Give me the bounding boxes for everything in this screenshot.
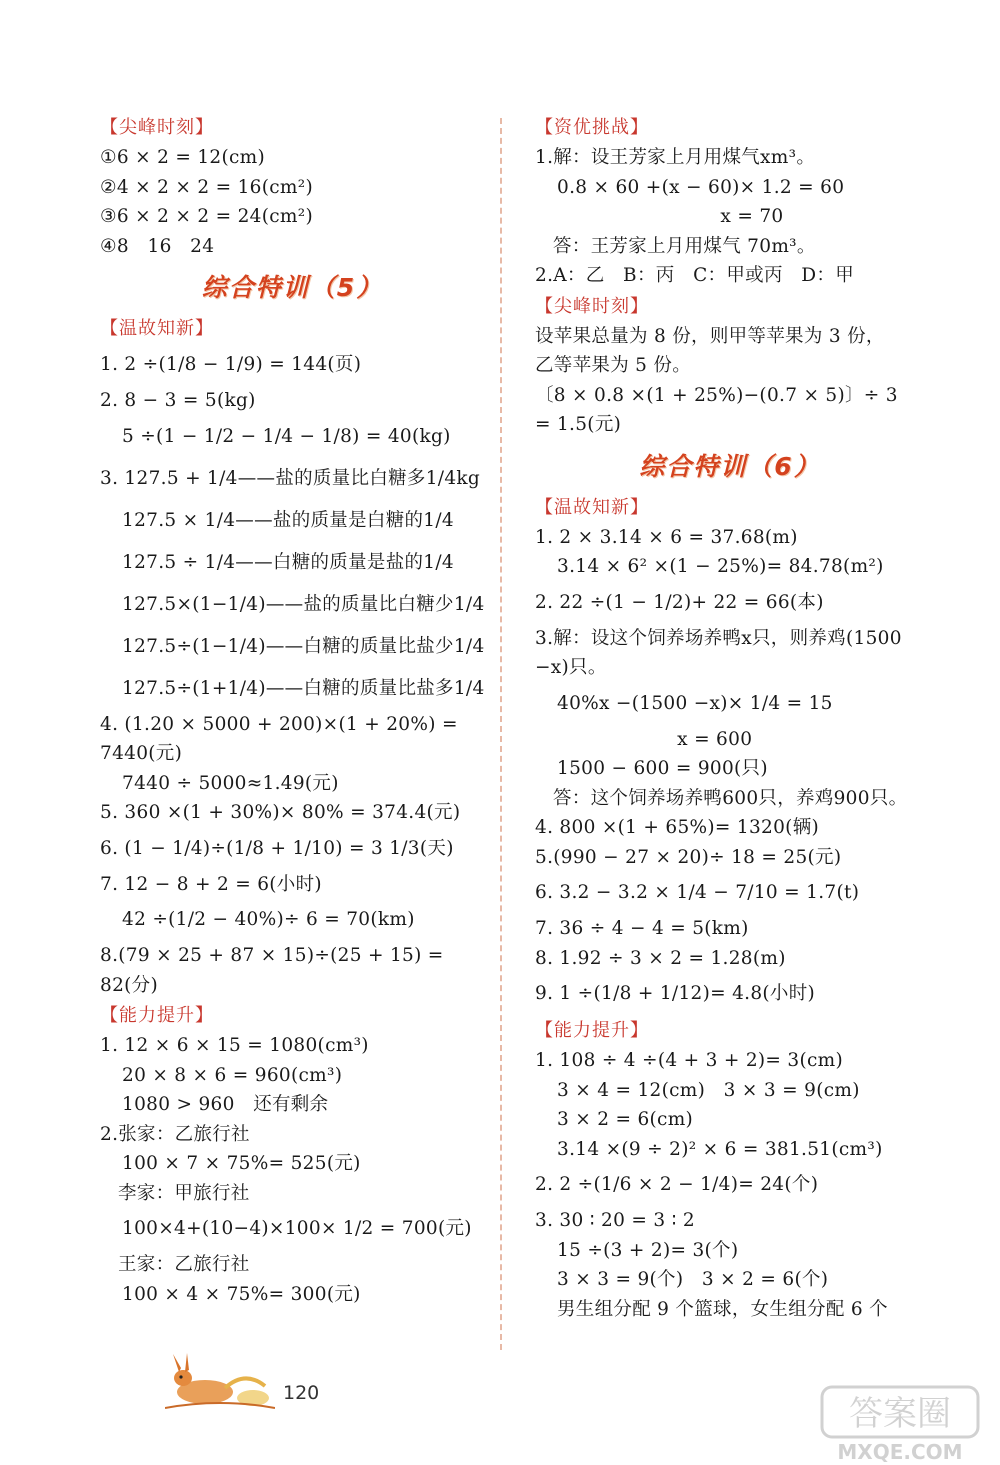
answer-line: 127.5×(1−1/4)——盐的质量比白糖少1/4 <box>122 593 485 615</box>
answer-line: 127.5 ÷ 1/4——白糖的质量是盐的1/4 <box>122 551 454 573</box>
answer-line: ①6 × 2 = 12(cm) <box>100 147 266 168</box>
svg-text:MXQE.COM: MXQE.COM <box>837 1440 963 1464</box>
answer-line: 3 × 2 = 6(cm) <box>557 1109 694 1130</box>
answer-line: 1. 2 × 3.14 × 6 = 37.68(m) <box>535 526 798 548</box>
watermark-logo-icon <box>820 1385 980 1465</box>
answer-line: 40%x −(1500 −x)× 1/4 = 15 <box>557 692 833 714</box>
answer-line: 8. 1.92 ÷ 3 × 2 = 1.28(m) <box>535 947 786 969</box>
rabbit-decoration-icon <box>165 1350 275 1415</box>
answer-line: 乙等苹果为 5 份。 <box>535 355 692 376</box>
answer-line: x = 600 <box>535 728 753 750</box>
answer-line: 100 × 4 × 75%= 300(元) <box>122 1283 361 1305</box>
page-footer <box>165 1350 365 1420</box>
answer-line: 0.8 × 60 +(x − 60)× 1.2 = 60 <box>557 176 845 198</box>
answer-line: 82(分) <box>100 974 158 996</box>
answer-line: 2.张家：乙旅行社 <box>100 1123 250 1145</box>
answer-line: 5.(990 − 27 × 20)÷ 18 = 25(元) <box>535 846 842 868</box>
answer-line: 2. 8 − 3 = 5(kg) <box>100 390 256 411</box>
answer-line: 1080 > 960 还有剩余 <box>122 1094 329 1115</box>
answer-line: 5. 360 ×(1 + 30%)× 80% = 374.4(元) <box>100 802 461 823</box>
answer-line: ③6 × 2 × 2 = 24(cm²) <box>100 206 313 227</box>
answer-line: 答：这个饲养场养鸭600只，养鸡900只。 <box>553 787 908 809</box>
left-column <box>100 112 485 1309</box>
section-title: 综合特训（5） <box>201 273 384 302</box>
page-number: 120 <box>283 1382 320 1404</box>
section-header: 【尖峰时刻】 <box>535 295 649 317</box>
answer-line: 3.14 ×(9 ÷ 2)² × 6 = 381.51(cm³) <box>557 1138 883 1160</box>
answer-line: −x)只。 <box>535 657 607 678</box>
answer-line: x = 70 <box>535 206 784 227</box>
answer-line: 8.(79 × 25 + 87 × 15)÷(25 + 15) = <box>100 945 444 966</box>
section-header: 【能力提升】 <box>535 1020 649 1041</box>
answer-line: ④8 16 24 <box>100 235 215 257</box>
answer-line: 3.解：设这个饲养场养鸭x只，则养鸡(1500 <box>535 627 902 649</box>
answer-line: 2. 22 ÷(1 − 1/2)+ 22 = 66(本) <box>535 591 824 613</box>
answer-line: 2. 2 ÷(1/6 × 2 − 1/4)= 24(个) <box>535 1174 819 1195</box>
answer-line: 4. 800 ×(1 + 65%)= 1320(辆) <box>535 817 820 838</box>
answer-line: 3 × 4 = 12(cm) 3 × 3 = 9(cm) <box>557 1079 860 1101</box>
answer-line: 王家：乙旅行社 <box>118 1254 250 1275</box>
answer-line: 3. 30 ∶ 20 = 3 ∶ 2 <box>535 1210 695 1231</box>
answer-line: 1. 12 × 6 × 15 = 1080(cm³) <box>100 1035 369 1056</box>
answer-line: 〔8 × 0.8 ×(1 + 25%)−(0.7 × 5)〕÷ 3 <box>535 384 898 406</box>
answer-line: 7. 36 ÷ 4 − 4 = 5(km) <box>535 918 749 939</box>
answer-line: 设苹果总量为 8 份，则甲等苹果为 3 份， <box>535 325 885 347</box>
answer-line: 4. (1.20 × 5000 + 200)×(1 + 20%) = <box>100 713 458 735</box>
answer-line: 20 × 8 × 6 = 960(cm³) <box>122 1064 343 1086</box>
answer-line: 127.5÷(1−1/4)——白糖的质量比盐少1/4 <box>122 635 485 657</box>
answer-line: = 1.5(元) <box>535 414 622 435</box>
svg-text:答案圈: 答案圈 <box>849 1394 951 1434</box>
answer-line: 7440 ÷ 5000≈1.49(元) <box>122 772 339 794</box>
answer-line: 100 × 7 × 75%= 525(元) <box>122 1153 361 1174</box>
answer-line: 7. 12 − 8 + 2 = 6(小时) <box>100 873 322 895</box>
answer-line: ②4 × 2 × 2 = 16(cm²) <box>100 176 313 198</box>
answer-line: 127.5÷(1+1/4)——白糖的质量比盐多1/4 <box>122 677 485 699</box>
answer-line: 李家：甲旅行社 <box>118 1182 250 1204</box>
answer-line: 1. 2 ÷(1/8 − 1/9) = 144(页) <box>100 354 362 375</box>
answer-line: 42 ÷(1/2 − 40%)÷ 6 = 70(km) <box>122 909 415 930</box>
answer-line: 15 ÷(3 + 2)= 3(个) <box>557 1239 739 1261</box>
answer-line: 答：王芳家上月用煤气 70m³。 <box>553 235 816 257</box>
answer-line: 6. 3.2 − 3.2 × 1/4 − 7/10 = 1.7(t) <box>535 882 860 903</box>
section-header: 【温故知新】 <box>535 496 649 518</box>
column-divider <box>500 118 502 1350</box>
section-header: 【能力提升】 <box>100 1005 214 1026</box>
answer-line: 2.A：乙 B：丙 C：甲或丙 D：甲 <box>535 265 855 286</box>
answer-line: 5 ÷(1 − 1/2 − 1/4 − 1/8) = 40(kg) <box>122 425 451 447</box>
answer-line: 6. (1 − 1/4)÷(1/8 + 1/10) = 3 1/3(天) <box>100 837 454 859</box>
answer-line: 3.14 × 6² ×(1 − 25%)= 84.78(m²) <box>557 556 884 577</box>
answer-line: 1. 108 ÷ 4 ÷(4 + 3 + 2)= 3(cm) <box>535 1050 844 1071</box>
section-title: 综合特训（6） <box>639 451 821 481</box>
answer-line: 3 × 3 = 9(个) 3 × 2 = 6(个) <box>557 1269 829 1290</box>
answer-line: 3. 127.5 + 1/4——盐的质量比白糖多1/4kg <box>100 467 481 489</box>
answer-line: 9. 1 ÷(1/8 + 1/12)= 4.8(小时) <box>535 983 816 1004</box>
answer-line: 1.解：设王芳家上月用煤气xm³。 <box>535 147 816 168</box>
section-header: 【尖峰时刻】 <box>100 117 214 138</box>
answer-line: 7440(元) <box>100 743 183 764</box>
section-header: 【温故知新】 <box>100 318 214 339</box>
right-column <box>535 112 925 1324</box>
answer-line: 1500 − 600 = 900(只) <box>557 758 768 779</box>
section-header: 【资优挑战】 <box>535 117 649 138</box>
answer-line: 127.5 × 1/4——盐的质量是白糖的1/4 <box>122 509 454 531</box>
answer-line: 100×4+(10−4)×100× 1/2 = 700(元) <box>122 1218 472 1239</box>
answer-line: 男生组分配 9 个篮球，女生组分配 6 个 <box>557 1298 888 1320</box>
